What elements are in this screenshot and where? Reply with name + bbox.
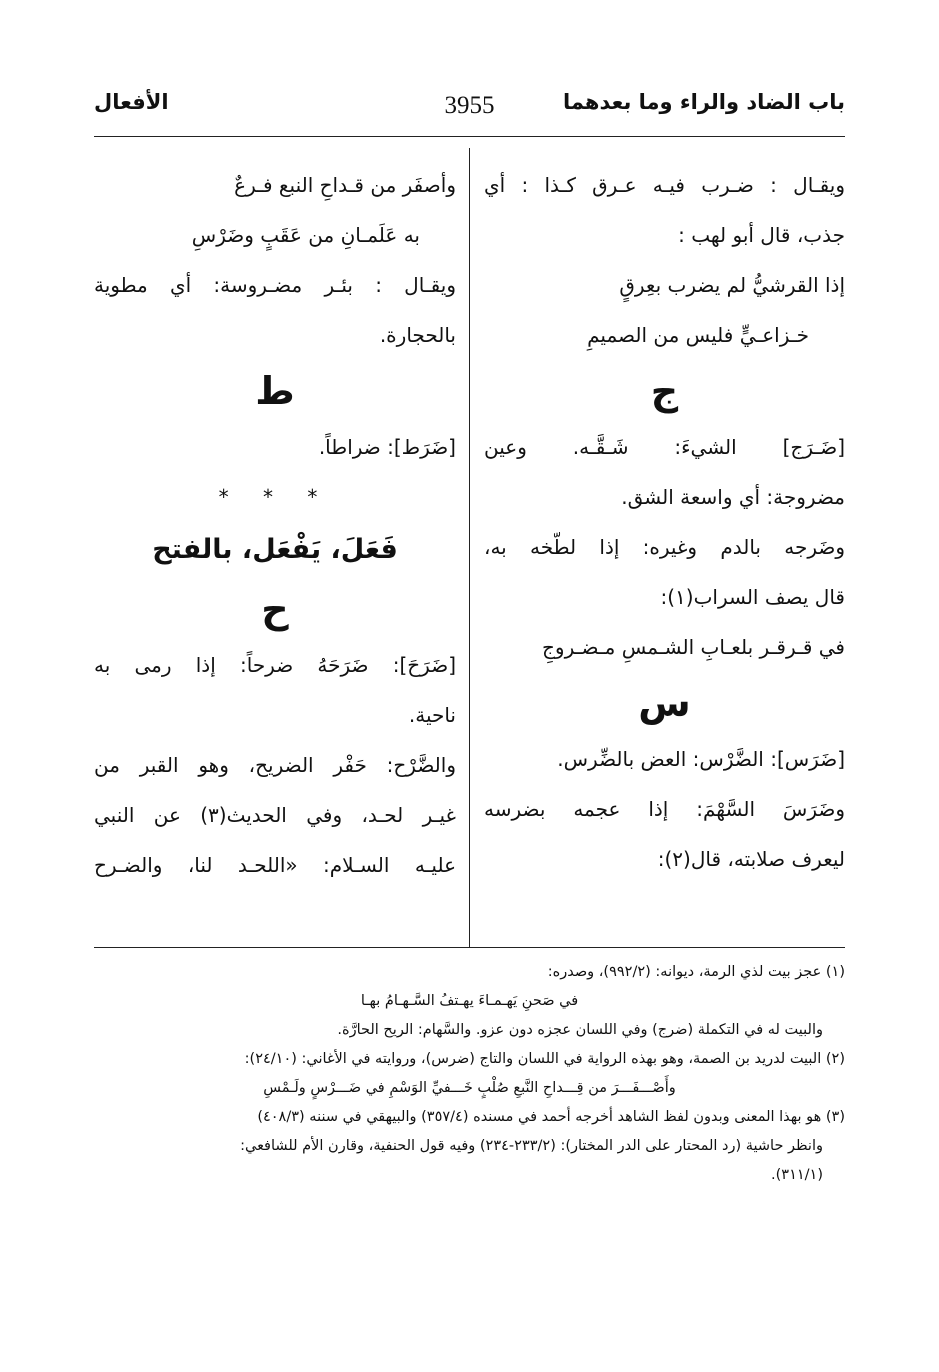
entry-headword-line: [ضَـرَج] الشيءَ: شَـقَّـه. وعين <box>484 435 845 459</box>
verse-line: وأصفَر من قـداحِ النبع فـرعٌ <box>234 173 456 197</box>
text-line: جذب، قال أبو لهب : <box>678 223 845 247</box>
entry-headword-line: [ضَرَط]: ضراطاً. <box>318 435 456 459</box>
verb-pattern-heading: فَعَلَ، يَفْعَل، بالفتح <box>152 534 398 565</box>
running-head-section: الأفعال <box>94 90 169 114</box>
section-letter: س <box>638 681 691 725</box>
footnotes <box>94 958 845 1190</box>
text-line: غيـر لحـد، وفي الحديث(٣) عن النبي <box>94 803 456 827</box>
footnote-1-continued: والبيت له في التكملة (ضرج) وفي اللسان عجزه دون عزو. والسَّهام: الريح الحارَّة. <box>337 1022 823 1038</box>
section-letter: ج <box>650 369 679 413</box>
section-separator-stars: * * * <box>218 485 332 509</box>
text-line: ويقـال : بئـر مضـروسة: أي مطوية <box>94 273 456 297</box>
footnote-rule <box>94 947 845 948</box>
left-column <box>94 160 456 890</box>
text-line: ليعرف صلابته، قال(٢): <box>657 847 845 871</box>
right-column <box>484 160 845 884</box>
entry-headword-line: [ضَرَس]: الضَّرْس: العض بالضِّرس. <box>557 747 845 771</box>
entry-headword-line: [ضَرَحَ]: ضَرَحَهُ ضرحاً: إذا رمى به <box>94 653 456 677</box>
verse-line: خـزاعـيٍّ فليس من الصميمِ <box>587 323 809 347</box>
footnote-1: (١) عجز بيت لذي الرمة، ديوانه: (٩٩٢/٢)، وصدره: <box>547 964 845 980</box>
text-line: وضَرجه بالدم وغيره: إذا لطّخه به، <box>484 535 845 559</box>
column-divider <box>469 148 470 948</box>
text-line: ناحية. <box>408 703 456 727</box>
text-line: قال يصف السراب(١): <box>660 585 845 609</box>
section-letter: ح <box>261 587 289 631</box>
footnote-1-verse: في صَحنِ يَهـمـاءَ يهـتفُ السَّـهـامُ بهـا <box>360 993 579 1009</box>
verse-line: في قـرقـر بلعـابِ الشـمسِ مـضـروجِ <box>542 635 845 659</box>
footnote-2: (٢) البيت لدريد بن الصمة، وهو بهذه الرواية في اللسان والتاج (ضرس)، وروايته في الأغاني: (٢٤/١٠): <box>244 1051 845 1067</box>
text-line: عليـه السـلام: «اللحـد لنا، والضـرح <box>94 853 456 877</box>
running-head-chapter: باب الضاد والراء وما بعدهما <box>562 90 845 114</box>
verse-line: به عَلَمـانِ من عَقَبٍ وضَرْسِ <box>191 223 420 247</box>
footnote-3-continued: وانظر حاشية (رد المحتار على الدر المختار): (٢٣٣/٢-٢٣٤) وفيه قول الحنفية، وقارن الأم للشافعي: <box>240 1138 823 1154</box>
text-line: بالحجارة. <box>379 323 456 347</box>
footnote-3: (٣) هو بهذا المعنى وبدون لفظ الشاهد أخرجه أحمد في مسنده (٣٥٧/٤) والبيهقي في سننه (٤٠٨/٣) <box>257 1109 845 1125</box>
footnote-3-continued: (٣١١/١). <box>771 1167 823 1183</box>
section-letter: ط <box>255 369 295 413</box>
text-line: وضَرَسَ السَّهْمَ: إذا عجمه بضرسه <box>484 797 845 821</box>
text-line: والضَّرْح: حَفْر الضريح، وهو القبر من <box>94 753 456 777</box>
header-rule <box>94 136 845 137</box>
text-line: ويقـال : ضـرب فيـه عـرق كـذا : أي <box>484 173 845 197</box>
page-number: 3955 <box>444 92 495 119</box>
text-line: مضروجة: أي واسعة الشق. <box>621 485 845 509</box>
verse-line: إذا القرشيُّ لم يضرب بعِرقٍ <box>619 273 845 297</box>
footnote-2-verse: وأَصْـــفَـــرَ من قِـــداحِ النَّبعِ صُلْبٍ خَـــفيِّ الوَسْمِ في ضَـــرْسٍ ولَـمْسِ <box>263 1080 676 1096</box>
